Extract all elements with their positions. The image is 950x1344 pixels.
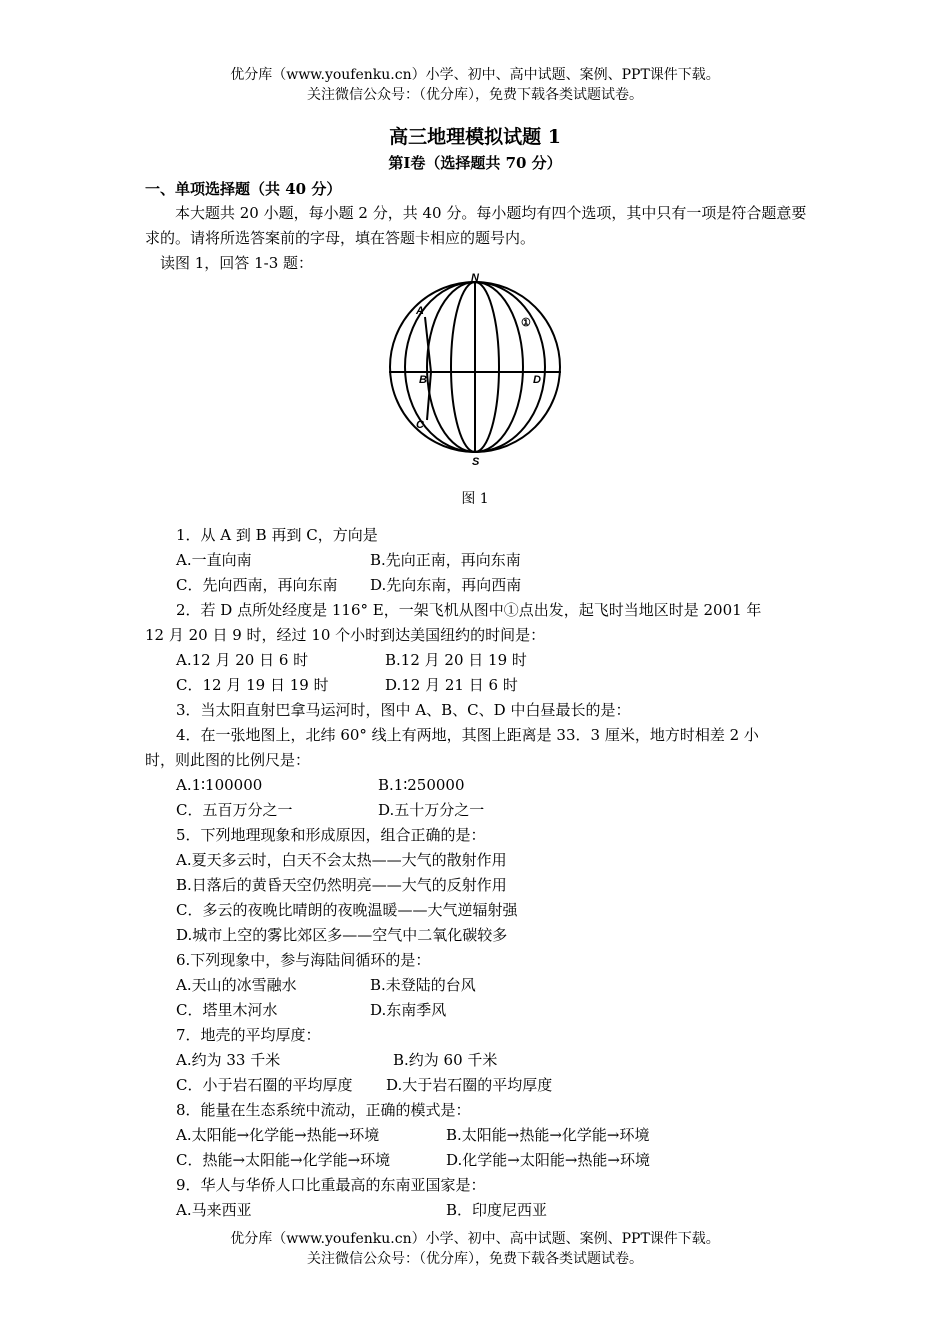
question-1-option-b: B.先向正南，再向东南 bbox=[370, 551, 521, 569]
question-5-option-a: A.夏天多云时，白天不会太热——大气的散射作用 bbox=[176, 851, 507, 869]
figure-caption: 图 1 bbox=[461, 491, 489, 507]
question-2-stem-line-2: 12 月 20 日 9 时，经过 10 个小时到达美国纽约的时间是： bbox=[145, 626, 546, 644]
question-4-option-d: D.五十万分之一 bbox=[378, 801, 485, 819]
question-4-option-b: B.1∶250000 bbox=[378, 776, 465, 794]
question-4-stem-line-2: 时，则此图的比例尺是： bbox=[145, 751, 311, 769]
section-heading: 一、单项选择题（共 40 分） bbox=[145, 180, 342, 198]
question-5-option-b: B.日落后的黄昏天空仍然明亮——大气的反射作用 bbox=[176, 876, 507, 894]
question-7-stem: 7．地壳的平均厚度： bbox=[176, 1026, 321, 1044]
question-5-stem: 5．下列地理现象和形成原因，组合正确的是： bbox=[176, 826, 486, 844]
page-subtitle: 第Ⅰ卷（选择题共 70 分） bbox=[388, 154, 562, 172]
label-point-one: ① bbox=[521, 317, 531, 329]
question-2-option-a: A.12 月 20 日 6 时 bbox=[176, 651, 309, 669]
question-7-option-c: C．小于岩石圈的平均厚度 bbox=[176, 1076, 353, 1094]
label-s: S bbox=[472, 456, 480, 468]
question-7-option-d: D.大于岩石圈的平均厚度 bbox=[386, 1076, 553, 1094]
header-line-1: 优分库（www.youfenku.cn）小学、初中、高中试题、案例、PPT课件下载。 bbox=[230, 67, 720, 83]
read-instruction: 读图 1，回答 1-3 题： bbox=[160, 254, 314, 272]
footer-line-2: 关注微信公众号：（优分库），免费下载各类试题试卷。 bbox=[307, 1251, 643, 1267]
question-8-option-a: A.太阳能→化学能→热能→环境 bbox=[176, 1126, 380, 1144]
question-2-option-c: C．12 月 19 日 19 时 bbox=[176, 676, 329, 694]
question-6-option-d: D.东南季风 bbox=[370, 1001, 447, 1019]
question-3-stem: 3．当太阳直射巴拿马运河时，图中 A、B、C、D 中白昼最长的是： bbox=[176, 701, 631, 719]
label-b: B bbox=[419, 374, 427, 386]
question-8-stem: 8．能量在生态系统中流动，正确的模式是： bbox=[176, 1101, 471, 1119]
header-line-2: 关注微信公众号：（优分库），免费下载各类试题试卷。 bbox=[307, 87, 643, 103]
page-title: 高三地理模拟试题 1 bbox=[389, 126, 561, 148]
question-1-option-c: C．先向西南，再向东南 bbox=[176, 576, 338, 594]
question-2-option-b: B.12 月 20 日 19 时 bbox=[385, 651, 527, 669]
label-n: N bbox=[471, 272, 479, 284]
question-2-stem-line-1: 2．若 D 点所处经度是 116° E，一架飞机从图中①点出发，起飞时当地区时是 2001 年 bbox=[176, 601, 762, 619]
question-9-stem: 9．华人与华侨人口比重最高的东南亚国家是： bbox=[176, 1176, 486, 1194]
globe-figure bbox=[385, 272, 565, 472]
section-intro: 本大题共 20 小题，每小题 2 分，共 40 分。每小题均有四个选项，其中只有一项是符合题意要求的。请将所选答案前的字母，填在答题卡相应的题号内。 bbox=[145, 204, 807, 247]
question-8-option-b: B.太阳能→热能→化学能→环境 bbox=[446, 1126, 650, 1144]
label-a: A bbox=[416, 305, 424, 317]
question-6-stem: 6.下列现象中，参与海陆间循环的是： bbox=[176, 951, 431, 969]
question-7-option-a: A.约为 33 千米 bbox=[176, 1051, 281, 1069]
question-5-option-d: D.城市上空的雾比郊区多——空气中二氧化碳较多 bbox=[176, 926, 508, 944]
label-d: D bbox=[533, 374, 541, 386]
question-8-option-c: C．热能→太阳能→化学能→环境 bbox=[176, 1151, 391, 1169]
question-9-option-a: A.马来西亚 bbox=[176, 1201, 252, 1219]
question-4-stem-line-1: 4．在一张地图上，北纬 60° 线上有两地，其图上距离是 33．3 厘米，地方时相差 2 小 bbox=[176, 726, 759, 744]
question-6-option-b: B.未登陆的台风 bbox=[370, 976, 476, 994]
question-6-option-a: A.天山的冰雪融水 bbox=[176, 976, 297, 994]
question-5-option-c: C．多云的夜晚比晴朗的夜晚温暖——大气逆辐射强 bbox=[176, 901, 518, 919]
question-2-option-d: D.12 月 21 日 6 时 bbox=[385, 676, 518, 694]
question-1-stem: 1．从 A 到 B 再到 C，方向是 bbox=[176, 526, 378, 544]
question-8-option-d: D.化学能→太阳能→热能→环境 bbox=[446, 1151, 650, 1169]
question-9-option-b: B．印度尼西亚 bbox=[446, 1201, 548, 1219]
question-6-option-c: C．塔里木河水 bbox=[176, 1001, 278, 1019]
footer-line-1: 优分库（www.youfenku.cn）小学、初中、高中试题、案例、PPT课件下载。 bbox=[230, 1231, 720, 1247]
question-7-option-b: B.约为 60 千米 bbox=[393, 1051, 498, 1069]
label-c: C bbox=[416, 419, 424, 431]
question-4-option-c: C．五百万分之一 bbox=[176, 801, 293, 819]
question-1-option-a: A.一直向南 bbox=[176, 551, 252, 569]
question-1-option-d: D.先向东南，再向西南 bbox=[370, 576, 522, 594]
question-4-option-a: A.1∶100000 bbox=[176, 776, 263, 794]
